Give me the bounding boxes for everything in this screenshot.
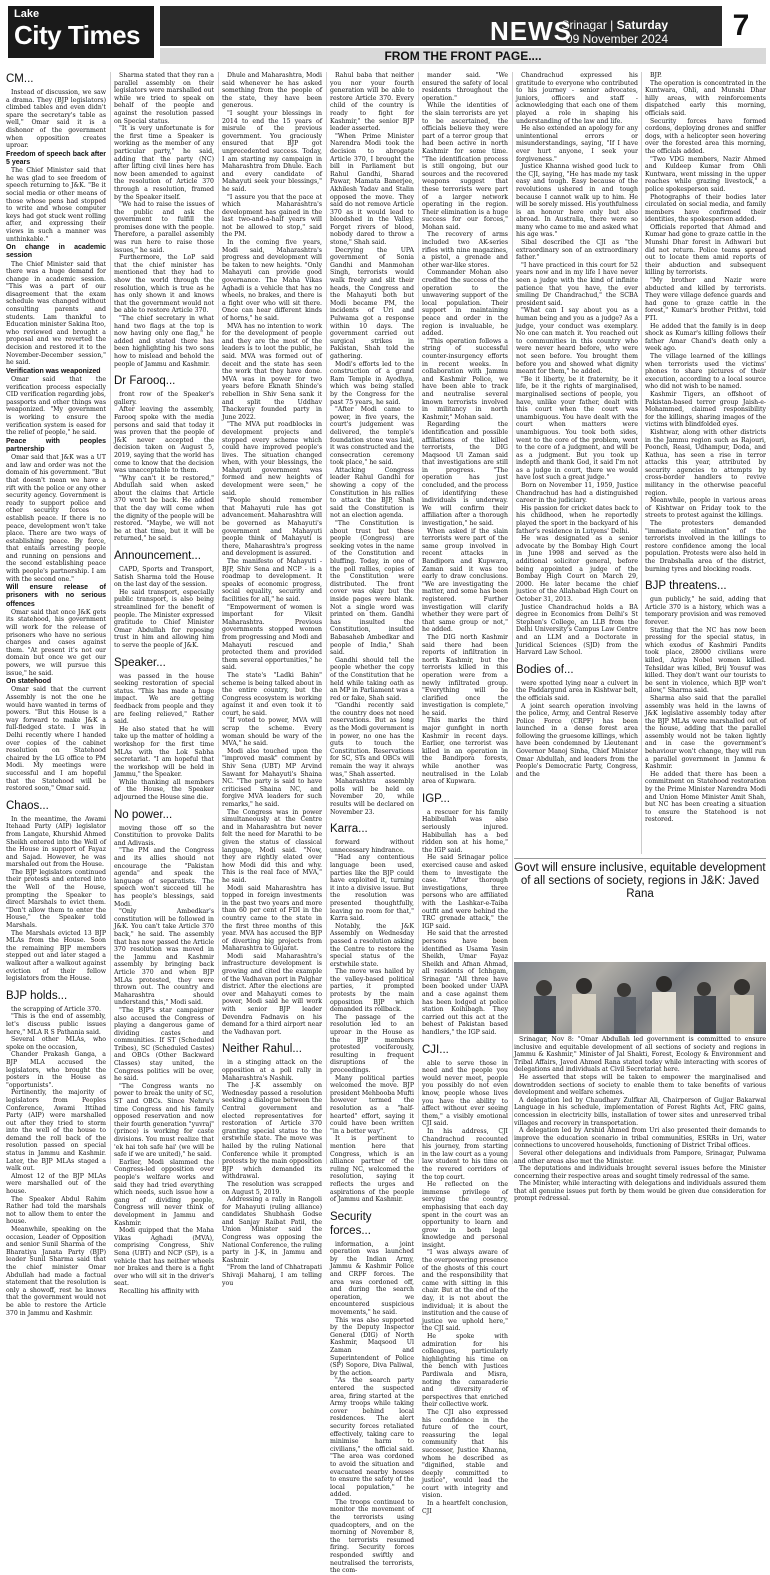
paragraph: Regarding the identification and possible affiliations of the killed terrorists, the DIG Maqsood Ul Zaman said that investigations are still in progress. "The operation has just concluded, and the process of identifying these individuals is underway. We will confirm their affiliation after a thorough investigation," he said. [422,421,508,528]
paragraph: Chandrachud expressed his gratitude to everyone who contributed to his journey - senior advocates, juniors, officers and staff - acknowledging that each one of them played a role in shaping his understanding of the law and life. [516,72,638,125]
paragraph: A joint search operation involving the police, Army, and Central Reserve Police Force (CRPF) has been launched in a dense forest area following the gruesome killings, which have been condemned by Lieutenant Governor Manoj Sinha, Chief Minister Omar Abdullah, and leaders from the People's Democratic Party, Congress, and the [516,702,638,778]
column-rule [110,72,111,1164]
paragraph: The passage of the resolution led to an uproar in the House as the BJP members protested vociferously, resulting in frequent disruptions of the proceedings. [330,1013,414,1074]
paragraph: The village learned of the killings when terrorists used the victims' phones to share pictures of their execution, according to a local source who did not wish to be named. [645,352,766,391]
paragraph: Officials reported that Ahmad and Kumar had gone to graze cattle in the Munshi Dhar forest in Adhwari but did not return. Police teams spread out to locate them amid reports of their abduction and subsequent killing by terrorists. [645,223,766,277]
paragraph: "This is the end of assembly, let's discuss public issues here," MLA R S Pathania said. [6,1013,106,1036]
column-rule [218,72,219,1164]
paragraph: Born on November 11, 1959, Justice Chandrachud has had a distinguished career in the judiciary. [516,482,638,505]
column-rule [418,72,419,1164]
paragraph: A delegation led by Chaudhary Zulfkar Ali, Chairperson of Gujjar Bakarwal Language in his schedule, implementation of Forest Rights Act, FRC gains, concession in electricity bills, installation of tower sites and unreserved tribal villages and recovery in transportation. [514,1096,766,1127]
paragraph: He reflected on the immense privilege of serving the country, emphasising that each day spent in the court was an opportunity to learn and grow in both legal knowledge and personal insight. [422,1181,508,1249]
paragraph: Maharashtra assembly polls will be held on November 20, while results will be declared on November 23. [330,778,414,816]
subhead: Freedom of speech back after 5 years [6,150,106,166]
paragraph: This was also supported by the Deputy Inspector General (DIG) of North Kashmir, Maqsood Ul Zaman and Superintendent of Police (SP) Sopore, Diva Paliwal, by the action. [330,1316,414,1377]
jump-head-cm: CM... [6,73,34,85]
paragraph: In his address, CJI Chandrachud recounted his journey, from starting in the law court as a young law student to his time on the revered corridors of the top court. [422,1127,508,1181]
paragraph: The CJI also expressed his confidence in the future of the court, reassuring the legal community that his successor, Justice Khanna, whom he described as "dignified, stable and deeply committed to justice", would lead the court with integrity and vision. [422,1408,508,1500]
paragraph: a rescuer for his family Habibullah was also seriously injured. Habibullah has a bed ridden son at his home," the IGP said. [422,808,508,854]
paragraph: Kashmir Tigers, an offshoot of Pakistan-based terror group Jaish-e-Mohammed, claimed responsibility for the killings, sharing images of the victims with blindfolded eyes. [645,390,766,429]
paragraph: The Chief Minister said that he was glad to see freedom of speech returning to J&K. "Be it social media or other means of those whose pens had stopped to write and whose computer keys had got stuck went rolling after, and expressing their views in such a manner was unthinkable." [6,167,106,243]
newspaper-logo [8,6,154,58]
paragraph: In a heartfelt conclusion, CJI [422,1500,508,1515]
paragraph: Meanwhile, speaking on the occasion, Leader of Opposition and senior Sunil Sharma of the Bharatiya Janata Party (BJP) leader Sunil Sharma said that the chief minister Omar Abdullah had made a factual statement that the resolution is only a showoff, rest he knows that the government would not be able to restore the Article 370 in Jammu and Kashmir. [6,1226,106,1317]
column-rule [641,72,642,854]
jump-head-igp: IGP... [422,792,450,805]
paragraph: "The Congress wants no power to break the unity of SC, ST and OBCs. Since Nehru's time Congress and his family opposed reservation and now their fourth generation "yuvraj" (prince) is working for caste divisions. You must realize that 'ek hai toh safe hai' (we will be safe if we are united)," he said. [114,1082,214,1159]
paragraph: The operation is concentrated in the Kuntwara, Ohli, and Munshi Dhar hilly areas, with reinforcements dispatched early this morning, officials said. [645,79,766,117]
section-band [160,6,722,46]
paragraph: Sharma also said that the parallel assembly was held in the lawns of J&K legislative assembly today after the BJP MLAs were marshalled out of the house, adding that the parallel assembly would not be taken lightly and in case the government's behaviour won't change, they will run a parallel government in Jammu & Kashmir. [645,694,766,771]
paragraph: The Speaker Abdul Rahim Rather had told the marshals not to allow them to enter the house. [6,1195,106,1226]
paragraph: The DIG north Kashmir said there had been reports of infiltration in north Kashmir, but the terrorists killed in this operation were from a newly infiltrated group. "Everything will be clarified once the investigation is complete," he said. [422,633,508,717]
paragraph: Sharma stated that they ran a parallel assembly on their legislators were marshalled out while we tried to speak on behalf of the people and against the resolution passed on Special status. [114,72,214,125]
paragraph: Several other MLAs, who spoke on the occasion, [6,1036,106,1051]
paragraph: information, a joint operation was launched by the Indian Army, Jammu & Kashmir Police and CRPF forces. The area was cordoned off, and during the search operation, we encountered suspicious movements," he said. [330,1240,414,1317]
column-5 [422,72,508,1515]
paragraph: "I was always aware of the overpowering presence of the ghosts of this court and the responsibility that came with sitting in this chair. But at the end of the day, it is not about the individual; it is about the institution and the cause of justice we uphold here," the CJI said. [422,1249,508,1333]
paragraph: The state's "Ladki Bahin" scheme is being talked about in the entire country, but the Congress ecosystem is working against it and even took it to court, he said. [222,671,322,717]
govt-story-box [514,858,766,960]
paragraph: Security forces have formed cordons, deploying drones and sniffer dogs, with a helicopter seen hovering over the forested area this morning, the officials added. [645,117,766,155]
paragraph: "We had to raise the issues of the public and ask the government to fulfill the promises done with the people. Therefore, a parallel assembly was run here to raise those issues," he said. [114,201,214,254]
paragraph: MVA has no intention to work for the development of people and they are the most of the leaders is to loot the public, he said. MVA was formed out of deceit and the state has seen the work that they have done. MVA was in power for two years before Eknath Shinde's rebellion in Shiv Sena sank it and split the Uddhav Thackeray founded party in June 2022. [222,322,322,421]
paragraph: The protesters demanded "immediate elimination" of the terrorists involved in the killings to restore confidence among the local population. Protests were also held in the Drabshalla area of the district, burning tyres and blocking roads. [645,520,766,573]
paragraph: He said that the arrested persons have been identified as Usama Yasin Sheikh, Umar Fayaz Sheikh and Afnan Ahmad, all residents of Ichhgam, Srinagar. "All three have been booked under UAPA and a case against them has been lodged at police station Koihibagh. They carried out this act at the behest of Pakistan based handlers," the IGP said. [422,930,508,1037]
paragraph: "The chief secretary in what hand two flags at the top is now having only one flag," he added and stated there has been highlighting his two sons how to mislead and behold the people of Jammu and Kashmir. [114,315,214,368]
paragraph: "Two VDG members, Nazir Ahmed and Kuldeep Kumar from Ohli Kuntwara, went missing in the upper reaches while grazing livestock," a police spokesperson said. [645,155,766,193]
paragraph: were spotted lying near a culvert in the Paddargund area in Kishtwar belt, the officials said. [516,679,638,702]
jump-head-karra: Karra... [330,823,368,836]
paragraph: gun publicly," he said, adding that Article 370 is a history, which was a temporary provision and was removed forever. [645,596,766,626]
paragraph: front row of the Speaker's gallery. [114,391,214,406]
paragraph: "After Modi came to power, in five years, the court's judgement was delivered, the temple's foundation stone was laid, it was constructed and the consecration ceremony took place," he said. [330,406,414,467]
paragraph: The manifesto of Mahayuti - BJP, Shiv Sena and NCP - is a roadmap to development. It speaks of economic progress, social equality, security and facilities for all," he said. [222,558,322,603]
paragraph: "The BJP's star campaigner also accused the Congress of playing a dangerous game of dividing castes and communities. If ST (Scheduled Tribes), SC (Scheduled Castes) and OBCs (Other Backward Classes) stay united, the Congress politics will be over, he said. [114,1006,214,1083]
paragraph: Commander Mohan also credited the success of the operation to the unwavering support of the local population. Their support in maintaining peace and order in the region is invaluable, he added. [422,269,508,338]
jump-head-security-forces: Security forces... [330,1210,372,1237]
paragraph: Kishtwar, along with other districts in the Jammu region such as Rajouri, Poonch, Reasi, Udhampur, Doda, and Kathua, has seen a rise in terror attacks this year, attributed by security agencies to attempts by cross-border handlers to revive militancy in the otherwise peaceful region. [645,428,766,497]
jump-head-no-power: No power... [114,808,173,821]
paragraph: While the identities of the slain terrorists are yet to be ascertained, the officials believe they were part of a terror group that had been active in north Kashmir for some time. "The identification process is still ongoing, but our sources and the recovered weapons suggest that these terrorists were part of a larger network operating in the region. Their elimination is a huge success for our forces," Mohan said. [422,102,508,231]
paragraph: Sibal described the CJI as "the extraordinary son of an extraordinary father." [516,239,638,262]
paragraph: Modi said Maharashtra has topped in foreign investments in the past two years and more than 60 per cent of FDI in the country came to the state in the first three months of this year. MVA has accused the BJP of diverting big projects from Maharashtra to Gujarat. [222,884,322,953]
jump-head-bodies-of: Bodies of... [516,663,574,676]
paragraph: "My brother and Nazir were abducted and killed by terrorists. They were village defence guards and had gone to graze cattle in the forest," Kumar's brother Prithvi, told PTI. [645,277,766,322]
dateline: Srinagar | Saturday 09 November 2024 [561,18,668,46]
subhead: On statehood [6,678,52,686]
govt-story-body [514,1036,766,1203]
jump-head-chaos: Chaos... [6,799,49,812]
paragraph: The resolution was scrapped on August 5, 2019. [222,1180,322,1196]
logo-top-text: Lake [14,8,40,20]
paragraph: "Empowerment of women is important for Viksit Maharashtra. Previous governments stopped women from progressing and Modi and Mahayuti rescued and protected them and provided them several opportunities," he said. [222,603,322,672]
paragraph: Almost 12 of the BJP MLAs were marshalled out of the house. [6,1172,106,1196]
section-title: NEWS [490,16,572,46]
paragraph: "What can I say about you as a human being and you as a judge? As a judge, your conduct was exemplary. No one can match it. You reached out to communities in this country who were never heard before, who were not seen before. You brought them before you and showed what dignity meant for them," he added. [516,307,638,376]
paragraph: Srinagar, Nov 8: "Omar Abdullah led government is committed to ensure inclusive and equitable development of all sections of society and regions in Jammu & Kashmir," Minister of Jal Shakti, Forest, Ecology & Environment and Tribal Affairs, Javed Ahmed Rana stated today while interacting with scores of delegations and individuals at Civil Secretariat here. [514,1036,766,1074]
paragraph: Justice Khanna wished good luck to the CJI, saying, "He has made my task easy and tough. Easy because of the revolutions ushered in and tough because I cannot walk up to him. He will be sorely missed. His youthfulness is an honour here only but also abroad. In Australia, there were so many who came to me and asked what his age was." [516,163,638,239]
column-6 [516,72,638,854]
paragraph: able to serve those in need and the people you would never meet, people you possibly do not even know, people whose lives you have the ability to affect without ever seeing them," a visibly emotional CJI said. [422,1059,508,1128]
paragraph: Gandhi should tell the people whether the copy of the Constitution that he held while taking oath as an MP in Parliament was a red or fake, Shah said. [330,656,414,702]
paragraph: "Gandhi recently said the country does not need reservations. But as long as the Modi government is in power, no one has the guts to touch the Constitution. Reservations for SC, STs and OBCs will remain the way it always was," Shah asserted. [330,702,414,778]
jump-head-speaker: Speaker... [114,656,166,669]
paragraph: His passion for cricket dates back to his childhood, when he reportedly played the sport in the backyard of his father's residence in Lutyens' Delhi. [516,504,638,535]
news-photo [514,962,766,1034]
paragraph: When asked if the slain terrorists were part of the same group involved in recent attacks in Bandipora and Kupwara, Zaman said it was too early to draw conclusions. "We are investigating the matter, and some has been registered. Further investigation will clarify whether they were part of that same group or not," he added. [422,527,508,634]
paragraph: A delegation led by Arshid Ahmed from Uri also presented their demands to improve the education scenario in tribal communities, ESRRs in Uri, water connections to uncovered households, functioning of District Tribal offices. [514,1127,766,1150]
paragraph: Omar said that once J&K gets its statehood, his government will work for the release of prisoners who have no serious charges and cases against them. "At present it's not our domain but once we get our powers, we will pursue this issue," he said. [6,608,106,677]
paragraph: In the meantime, the Awami Itehaad Party (AIP) legislator from Langate, Khurshid Ahmed Sheikh entered into the Well of the House in support of Fayaz and Sajad. However, he was marshaled out from the House. [6,815,106,869]
dateline-date: 09 November 2024 [565,32,668,46]
paragraph: He said transport, especially public transport, is also being streamlined for the benefit of people. The Minister expressed gratitude to Chief Minister Omar Abdullah for reposing trust in him and allowing him to serve the people of J&K. [114,588,214,649]
paragraph: Furthermore, the LoP said that the chief minister has mentioned that they had to show the world through the resolution, which is true as he has only shown it and knows that the government would not be able to restore Article 370. [114,254,214,315]
paragraph: Several other delegations and individuals from Pampore, Srinagar, Pulwama and other areas also met the Minister. [514,1149,766,1165]
paragraph: The recovery of arms included two AK-series rifles with nine magazines, a pistol, a grenade and other war-like stores. [422,231,508,269]
paragraph: Instead of discussion, we saw a drama. They (BJP legislators) climbed tables and even didn't spare the secretary's table as well," Omar said it is a dishonor of the government when opposition creates uproar. [6,89,106,150]
column-rule [326,72,327,1164]
paragraph: "If voted to power, MVA will scrap the scheme. Every woman should be wary of the MVA," he said. [222,717,322,748]
paragraph: forward without unnecessary hindrance. [330,839,414,854]
paragraph: "It is very unfortunate is for the first time a Speaker is working as the member of any particular party," he said, adding that the party (NC) after lifting civil lines here has now been amended to against the resolution of Article 370 through a resolution, framed by the Speaker itself. [114,125,214,201]
paragraph: moving those off so the Constitution to provoke Dalits and Adivasis. [114,824,214,847]
paragraph: Justice Chandrachud holds a BA degree in Economics from Delhi's St Stephen's College, an LLB from the Delhi University's Campus Law Centre and an LLM and a Doctorate in Juridical Sciences (SJD) from the Harvard Law School. [516,603,638,657]
column-rule [512,72,513,1164]
column-1 [6,72,106,1317]
paragraph: The BJP legislators continued their protests and entered into the Well of the House, prompting the Speaker to direct Marshals to evict them. "Don't allow them to enter the House," the Speaker told Marshals. [6,868,106,930]
jump-head-bjp-threatens: BJP threatens... [645,580,727,593]
paragraph: "I assure you that the pace at which Maharashtra's development has gained in the last two-and-a-half years will not be allowed to stop," said the PM. [222,193,322,239]
paragraph: In the coming five years, Modi said, Maharashtra's progress and development will be taken to new heights. "Only Mahayuti can provide good governance. The Maha Vikas Aghadi is a vehicle that has no wheels, no brakes, and there is a fight over who will sit there. Once can hear different kinds of horns," he said. [222,239,322,322]
paragraph: He also stated that he will take up the matter of holding a workshop for the first time MLAs with the Lok Sabha secretariat. "I am hopeful that the workshop will be held in Jammu," the Speaker. [114,725,214,779]
paragraph: CAPD, Sports and Transport, Satish Sharma told the House on the last day of the session. [114,566,214,589]
paragraph: Decrying the UPA government of Sonia Gandhi and Manmohan Singh, terrorists would walk freely and slit their heads, the Congress and the Mahayuti both but Modi became PM, the incidents of Uri and Pulwama got a response within 10 days. The government carried out surgical strikes in Pakistan, Shah told the gathering. [330,246,414,360]
paragraph: BJP. [650,72,662,79]
jump-head-neither-rahul: Neither Rahul... [222,1043,302,1056]
paragraph: Recalling his affinity with [119,1287,200,1295]
paragraph: He said Srinagar police exercised cause and asked them to investigate the case. "After thorough investigations, three persons who are affiliated with the Lashkar-e-Taiba outfit and were behind the TRC grenade attack," the IGP said. [422,854,508,930]
column-4 [330,72,414,1575]
paragraph: "The MVA put roadblocks in development projects and stopped every scheme which could have improved people's lives. The situation changed when, with your blessings, the Mahayuti government was formed and new heights of development were seen," he said. [222,421,322,497]
paragraph: was passed in the house seeking restoration of special status. "This has made a huge impact. We are getting feedback from people and they are feeling relieved," Rather said. [114,672,214,726]
paragraph: The J-K assembly on Wednesday passed a resolution seeking a dialogue between the Central government and elected representatives for restoration of Article 370 granting special status to the erstwhile state. The move was hailed by the ruling National Conference while it prompted protests by the main opposition BJP which demanded its withdrawal. [222,1082,322,1181]
paragraph: The troops continued to monitor the movement of the terrorists using quadcopters, and on the morning of November 8, the terrorists resumed firing. Security forces responded swiftly and neutralised the terrorists, the com- [330,1498,414,1575]
paragraph: "Why can't it be restored," Abdullah said when asked about the claims that Article 370 won't be back. He added that the day will come when the dignity of the people will be restored. "Maybe, we will not be at that time, but it will be returned," he said. [114,474,214,543]
paragraph: "This operation follows a string of successful counter-insurgency efforts in recent weeks. In collaboration with Jammu and Kashmir Police, we have been able to track and neutralise several known terrorists involved in militancy in north Kashmir," Mohan said. [422,337,508,421]
paragraph: Omar said that J&K was a UT and law and order was not the domain of his government. "But that doesn't mean we have a rift with the police or any other security agency. Government is ready to support police and other security forces to establish peace. If there is no peace, development won't take place. There are two ways of establishing peace. By force, that entails arresting people and running on pensions and the second establishing peace with people's partnership. I am with the second one." [6,454,106,583]
paragraph: The Chief Minister said that there was a huge demand for change in academic session. "This was a part of our disagreement that the exam schedule was changed without consulting parents and students. Lam thankful to Education minister Sakina Itoo, who reviewed and brought a proposal and we reverted the decision and restored it to the November-December session," he said. [6,260,106,367]
paragraph: Stating that the NC has now been pressing for the special status, in which exodus of Kashmiri Pandits took place, 28000 civilians were killed, Aziya Nobel women killed. Tehsildar was killed, Brij Yousuf was killed. They don't want our tourists to be sent in violence, which BJP won't allow," Sharma said. [645,626,766,695]
jump-head-announcement: Announcement... [114,550,201,563]
paragraph: Omar said that the current Assembly is not the one he would have wanted in terms of powers. "But this House is a way forward to make J&K a full-fledged state. I was in Delhi recently where I handed over copies of the cabinet resolution on Statehood chaired by the LG office to PM Modi. My meetings were successful and I am hopeful that the Statehood will be restored soon," Omar said. [6,686,106,793]
paragraph: "From the land of Chhatrapati Shivaji Maharaj, I am telling you [222,1264,322,1287]
paragraph: Attacking Congress leader Rahul Gandhi for showing a copy of the Constitution in his rallies to attack the BJP, Shah said the Constitution is not an election agenda. [330,466,414,520]
paragraph: It is pertinent to mention here that Congress, which is an alliance partner of the ruling NC, welcomed the resolution, saying it reflects the urges and aspirations of the people of Jammu and Kashmir. [330,1135,414,1204]
divider [514,858,766,859]
jump-head-bjp-holds: BJP holds... [6,989,68,1002]
page-number: 7 [732,9,750,42]
paragraph: He spoke with admiration for his colleagues, particularly highlighting his time on the bench with Justices Pardiwala and Misra, noting the camaraderie and diversity of perspectives that enriched their collective work. [422,1333,508,1409]
paragraph: Omar said that the verification process especially CID verification regarding jobs, passports and other things was weaponized. "My government is working to ensure the verification system is eased for the relief of people," he said. [6,376,106,437]
paragraph: After leaving the assembly, Farooq spoke with the media persons and said that today it was proven that the people of J&K never accepted the decision taken on August 5, 2019, saying that the world has come to know that the decision was unacceptable to them. [114,406,214,475]
dateline-city: Srinagar [561,18,607,32]
jump-head-cji: CJI... [422,1043,449,1056]
section-kicker: FROM THE FRONT PAGE.... [160,48,766,64]
paragraph: While thanking all members of the House, the Speaker adjourned the House sine die. [114,778,214,802]
column-2 [114,72,214,1295]
paragraph: The Congress was in power simultaneously at the Centre and in Maharashtra but never felt the need for Marathi to be given the status of classical language, Modi said. "Now, they are rightly elated over how Modi did this and why. This is the real face of MVA," he said. [222,808,322,884]
paragraph: Photographs of their bodies later circulated on social media, and family members have confirmed their identities, the spokesperson added. [645,193,766,224]
paragraph: The deputations and individuals brought several issues before the Minister concerning their respective areas and sought timely redressal of the same. [514,1165,766,1180]
paragraph: Pertinently, the majority of legislators from Peoples Conference, Awami Ittihad Party (AIP) were marshalled out after they tried to storm into the well of the house to demand the roll back of the resolution passed on special status in Jammu and Kashmir. Later, the BJP MLAs staged a walk out. [6,1089,106,1173]
paragraph: Notably, the J&K Assembly on Wednesday passed a resolution asking the Centre to restore the special status of the erstwhile state. [330,922,414,968]
logo-main-text: City Times [14,20,141,50]
paragraph: mander said. "We ensured the safety of local residents throughout the operation." [422,72,508,102]
masthead [0,0,770,68]
dateline-weekday: Saturday [616,18,668,32]
paragraph: "I have practiced in this court for 52 years now and in my life I have never seen a judge with the kind of infinite patience that you have, the ever smiling Dr Chandrachud," the SCBA president said. [516,261,638,307]
column-3 [222,72,322,1287]
paragraph: "As the search party entered the suspected area, firing started at the Army troops while taking cover behind local residences. The alert security forces retaliated effectively, taking care to minimise harm to civilians," the official said. "The area was cordoned to avoid the situation and evacuated nearby houses to ensure the safety of the local population," he added. [330,1377,414,1499]
jump-head-dr-farooq: Dr Farooq... [114,375,176,388]
paragraph: Earlier, Modi slammed the Congress-led opposition over people's welfare works and said they had tried everything which needs, such issue how a gang of dividing people, Congress will never think of development in Jammu and Kashmir. [114,1158,214,1227]
paragraph: "Be it liberty, be it fraternity, be it life, be it the rights of marginalised, marginalised sections of people, you have, unlike your father, dealt with this court when the court was unambiguous. You have dealt with the court when matters were unambiguous. You took both sides, went to the core of the problem, went to the core of a judgment, and will be as a judgment. But you took up indepth and thank God, it said I'm not as a judge in court, there we would have lost such a great judge." [516,375,638,482]
paragraph: Modi's efforts led to the construction of a grand Ram Temple in Ayodhya, which was being stalled by the Congress for the past 75 years, he said. [330,360,414,406]
subhead: Will ensure release of prisoners with no serious offences [6,584,106,608]
paragraph: The Minister, while interacting with delegations and individuals assured them that all genuine issues put forth by them would be given due consideration for prompt redressal. [514,1180,766,1203]
paragraph: in a stinging attack on the opposition at a poll rally in Maharashtra's Nashik. [222,1059,322,1082]
paragraph: Dhule and Maharashtra, Modi said whenever he has asked something from the people of the state, they have been generous. [222,72,322,110]
paragraph: the scrapping of Article 370. [11,1005,101,1013]
paragraph: "I sought your blessings in 2014 to end the 15 years of misrule of the previous government. You graciously ensured that BJP got unprecedented success. Today, I am starting my campaign in Maharashtra from Dhule. Each and every candidate of Mahayuti seek your blessings," he said. [222,109,322,193]
paragraph: He was designated as a senior advocate by the Bombay High Court in June 1998 and served as the additional solicitor general, before being appointed a judge of the Bombay High Court on March 29, 2000. He later became the chief justice of the Allahabad High Court on October 31, 2013. [516,535,638,603]
paragraph: "The PM and the Congress and its allies should not encourage the "Pakistan agenda" and speak the language of separatists. The speech won't succeed till he has people's blessings, said Modi. [114,847,214,908]
paragraph: The Marshals evicted 13 BJP MLAs from the House. Soon the remaining BJP members stepped out and later staged a walkout after a walkout against eviction of their fellow legislators from the House. [6,929,106,983]
paragraph: "Had any contentious language been used, parties like the BJP could have exploited it, turning it into a divisive issue. But the resolution was presented thoughtfully, leaving no room for that," Karra said. [330,854,414,923]
paragraph: This marks the third major gunfight in north Kashmir in recent days. Earlier, one terrorist was killed in an operation in the Bandipora forests, while another was neutralised in the Lolab area of Kupwara. [422,717,508,786]
paragraph: Rahul baba that neither you nor your fourth generation will be able to restore Article 370. Every child of the country is ready to fight for Kashmir," the senior BJP leader asserted. [330,72,414,133]
paragraph: Chander Prakash Ganga, a BJP MLA accused the legislators, who brought the posters in the House as "opportunists". [6,1051,106,1089]
paragraph: Modi also touched upon the "improved mask" comment by Shiv Sena (UBT) MP Arvind Sawant for Mahayuti's Shaina NC. "The party is said to have criticised Shaina NC, and forgive MVA leaders for such remarks," he said. [222,747,322,808]
paragraph: He also extended an apology for any unintentional errors or misunderstandings, saying, "If I have ever hurt anyone, I seek your forgiveness." [516,125,638,163]
paragraph: "People should remember that Mahayuti rule has got advancement. Maharashtra will be governed as Mahayuti's government and Mahayuti people think of Mahayuti is there, Maharashtra's progress and development is assured. [222,497,322,558]
column-7 [645,72,766,854]
subhead: Peace with peoples partnership [6,437,106,453]
delegation-photo-illustration [514,962,766,1034]
subhead: Verification was weaponized [6,367,101,375]
paragraph: He added that the family is in deep shock as Kumar's killing follows their father Amar Chand's death only a week ago. [645,322,766,353]
paragraph: "Only Ambedkar's constitution will be followed in J&K. You can't take Article 370 back," he said. The assembly that has now passed the Article 370 resolution was moved in the Jammu and Kashmir assembly by bringing back Article 370 and when BJP MLAs protested, they were thrown out. The country and Maharashtra should understand this," Modi said. [114,908,214,1007]
paragraph: "The Constitution is about trust but these people (Congress) are seeking votes in the name of the Constitution and bluffing. Today, in one of the poll rallies, copies of the Constitution were distributed. The front cover was okay but the inside pages were blank. Not a single word was printed on them. Gandhi has insulted the Constitution, insulted Babasaheb Ambedkar and people of India," Shah said. [330,520,414,657]
paragraph: Modi said Maharashtra's infrastructure development is growing and cited the example of the Vadhavan port in Palghar district. After the elections are over and Mahayuti comes to power, Modi said he will work with senior BJP leader Devendra Fadnavis on his demand for a third airport near the Vadhavan port. [222,952,322,1036]
govt-story-headline: Govt will ensure inclusive, equitable development of all sections of society, regions in J&K: Javed Rana [514,862,766,900]
paragraph: The move was hailed by the valley-based political parties, it prompted protests by the main opposition BJP which demanded its rollback. [330,968,414,1014]
paragraph: Many political parties welcomed the move. BJP president Mehbooba Mufti however termed the resolution as a "half-hearted" effort, saying it could have been written "in a better way". [330,1074,414,1135]
subhead: On change in academic session [6,244,106,260]
paragraph: "When Prime Minister Narendra Modi took the decision to abrogate Article 370, I brought the bill in Parliament but Rahul Gandhi, Sharad Pawar, Mamata Banerjee, Akhilesh Yadav and Stalin opposed the move. They said do not remove Article 370 as it would lead to bloodshed in the Valley. Forget rivers of blood, nobody dared to throw a stone," Shah said. [330,132,414,247]
paragraph: Meanwhile, people in various areas of Kishtwar on Friday took to the streets to protest against the killings. [645,497,766,520]
paragraph: He added that there has been a commitment on Statehood restoration by the Prime Minister Narendra Modi and Union Home Minister Amit Shah, but NC has been creating a situation to ensure the Statehood is not restored. [645,770,766,824]
paragraph: Addressing a rally in Rangoli for Mahayuti (ruling alliance) candidates Shubhash Godse and Sanjay Raibat Patil, the Union Minister said the Congress was opposing the National Conference, the ruling party in J-K, in Jammu and Kashmir. [222,1196,322,1264]
paragraph: Modi quipped that the Maha Vikas Aghadi (MVA), comprising Congress, Shiv Sena (UBT) and NCP (SP), is a vehicle that has neither wheels nor brakes and there is a fight over who will sit in the driver's seat. [114,1227,214,1288]
paragraph: He asserted that steps will be taken to empower the marginalised and downtrodden sections of society to enable them to take benefits of various development and welfare schemes. [514,1073,766,1097]
